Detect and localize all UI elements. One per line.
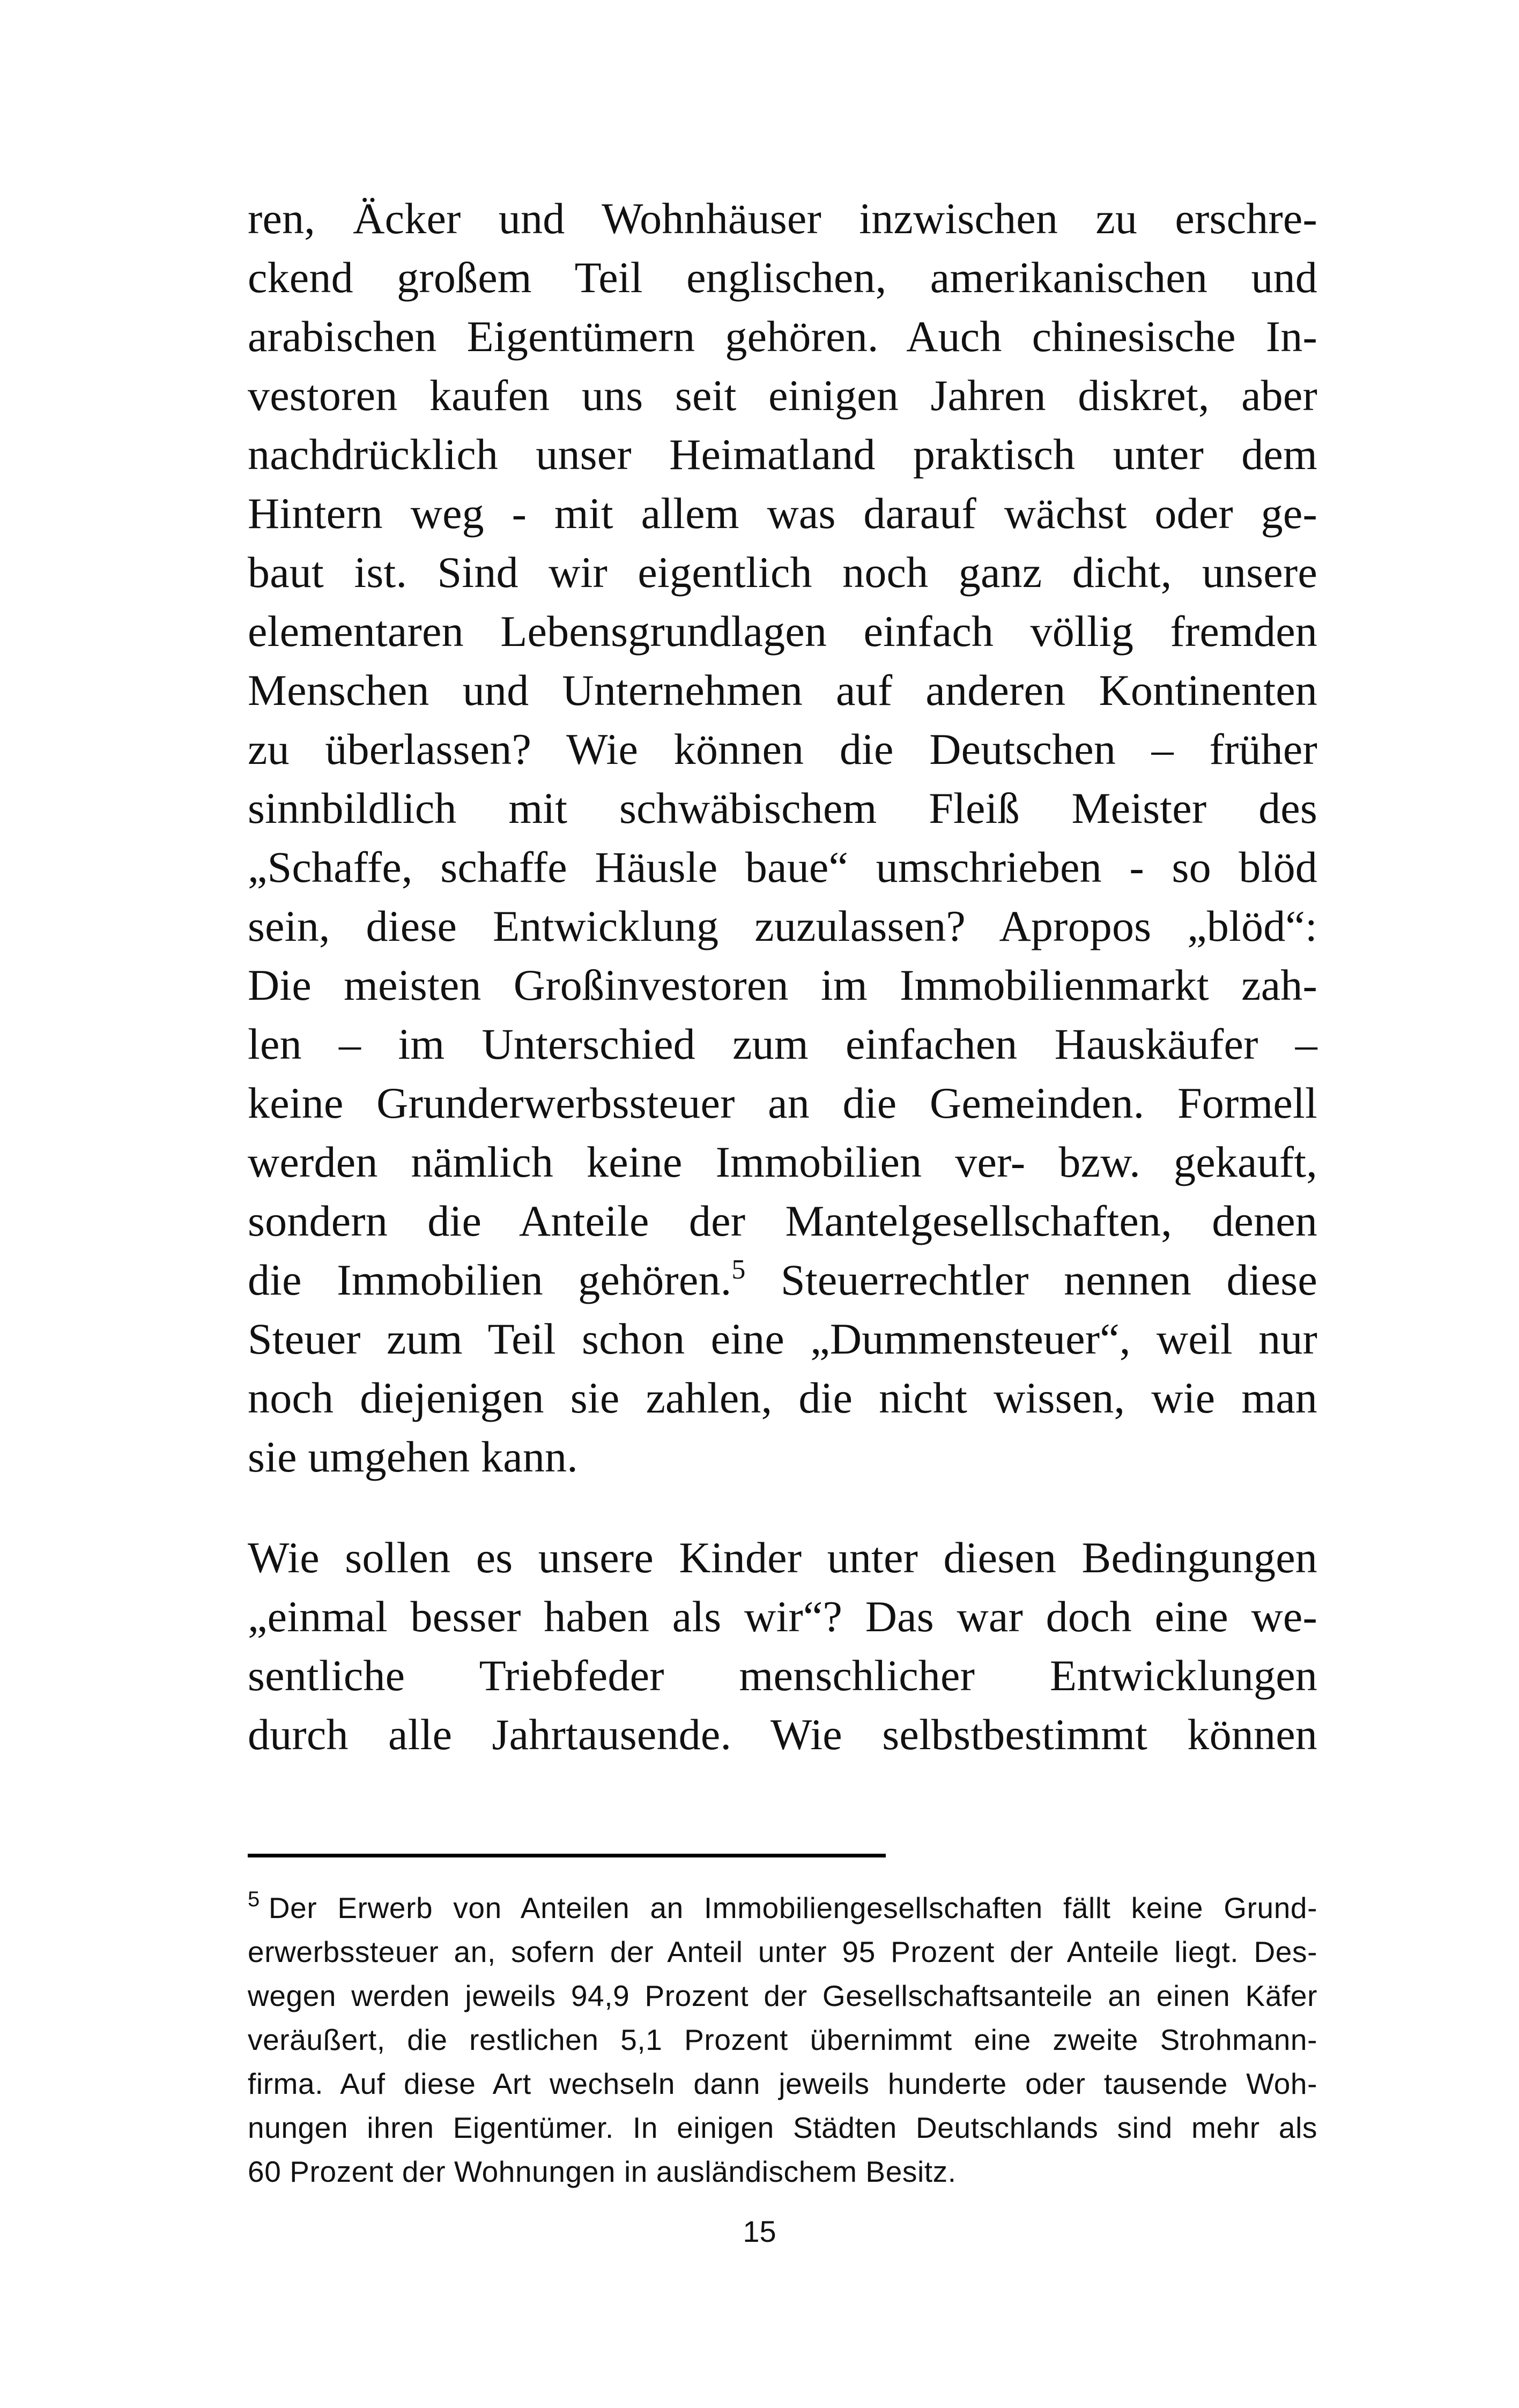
text-line: Die meisten Großinvestoren im Immobilienmarkt zah- <box>248 961 1317 1009</box>
page-number: 15 <box>743 2214 776 2248</box>
footnote-separator <box>248 1854 886 1857</box>
text-line: sentliche Triebfeder menschlicher Entwicklungen <box>248 1651 1317 1700</box>
text-line: zu überlassen? Wie können die Deutschen – früher <box>248 725 1317 774</box>
footnote-reference[interactable]: 5 <box>731 1254 746 1285</box>
text-line: sinnbildlich mit schwäbischem Fleiß Meister des <box>248 784 1317 833</box>
footnote-line: nungen ihren Eigentümer. In einigen Städten Deutschlands sind mehr als <box>248 2111 1317 2144</box>
text-line: ckend großem Teil englischen, amerikanischen und <box>248 253 1317 302</box>
text-line: werden nämlich keine Immobilien ver- bzw. gekauft, <box>248 1138 1317 1186</box>
text-line: durch alle Jahrtausende. Wie selbstbestimmt können <box>248 1710 1317 1759</box>
text-line-with-footnote-ref <box>248 1251 1317 1310</box>
text-line: sie umgehen kann. <box>248 1432 578 1481</box>
text-line: sondern die Anteile der Mantelgesellschaften, denen <box>248 1196 1317 1245</box>
text-line: vestoren kaufen uns seit einigen Jahren diskret, aber <box>248 371 1317 420</box>
text-line: „Schaffe, schaffe Häusle baue“ umschrieben - so blöd <box>248 843 1317 891</box>
footnote-number: 5 <box>248 1887 260 1911</box>
footnote-line <box>248 1886 1317 1930</box>
footnote-text: Der Erwerb von Anteilen an Immobiliengesellschaften fällt keine Grund- <box>268 1891 1317 1924</box>
text-line: sein, diese Entwicklung zuzulassen? Apropos „blöd“: <box>248 902 1317 950</box>
text-line: ren, Äcker und Wohnhäuser inzwischen zu erschre- <box>248 194 1317 243</box>
text-line: nachdrücklich unser Heimatland praktisch unter dem <box>248 430 1317 479</box>
text-line: „einmal besser haben als wir“? Das war doch eine we- <box>248 1592 1317 1641</box>
text-line: arabischen Eigentümern gehören. Auch chinesische In- <box>248 312 1317 361</box>
text-line: Hintern weg - mit allem was darauf wächst oder ge- <box>248 489 1317 538</box>
footnote <box>248 1886 1317 2194</box>
text-fragment: Steuerrechtler nennen diese <box>745 1255 1317 1304</box>
footnote-line: erwerbssteuer an, sofern der Anteil unter 95 Prozent der Anteile liegt. Des- <box>248 1935 1317 1968</box>
footnote-line: firma. Auf diese Art wechseln dann jeweils hunderte oder tausende Woh- <box>248 2067 1317 2100</box>
text-line: Steuer zum Teil schon eine „Dummensteuer“, weil nur <box>248 1314 1317 1363</box>
text-line: elementaren Lebensgrundlagen einfach völlig fremden <box>248 607 1317 656</box>
footnote-line: veräußert, die restlichen 5,1 Prozent übernimmt eine zweite Strohmann- <box>248 2023 1317 2056</box>
text-line: baut ist. Sind wir eigentlich noch ganz dicht, unsere <box>248 548 1317 597</box>
text-line: noch diejenigen sie zahlen, die nicht wissen, wie man <box>248 1373 1317 1422</box>
body-paragraph-1 <box>248 189 1317 1487</box>
footnote-line: 60 Prozent der Wohnungen in ausländischem Besitz. <box>248 2155 957 2188</box>
text-line: len – im Unterschied zum einfachen Hauskäufer – <box>248 1020 1317 1068</box>
text-line: keine Grunderwerbssteuer an die Gemeinden. Formell <box>248 1079 1317 1127</box>
footnote-line: wegen werden jeweils 94,9 Prozent der Gesellschaftsanteile an einen Käfer <box>248 1979 1317 2012</box>
text-fragment: die Immobilien gehören. <box>248 1255 732 1304</box>
text-line: Wie sollen es unsere Kinder unter diesen Bedingungen <box>248 1533 1317 1582</box>
body-paragraph-2 <box>248 1528 1317 1764</box>
text-line: Menschen und Unternehmen auf anderen Kontinenten <box>248 666 1317 715</box>
